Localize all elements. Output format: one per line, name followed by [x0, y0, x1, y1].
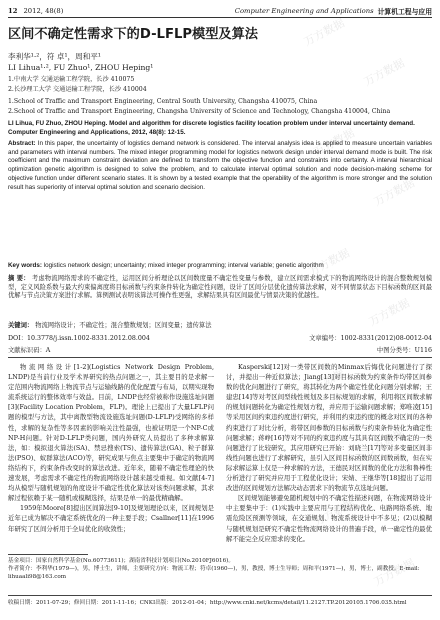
page-number: 12 — [8, 6, 18, 15]
doi: DOI：10.3778/j.issn.1002-8331.2012.08.004 — [8, 335, 150, 342]
article-number: 文章编号：1002-8331(2012)08-0012-04 — [309, 335, 432, 342]
watermark-text: 万方数据 — [362, 427, 407, 459]
footnote-divider — [8, 554, 88, 555]
document-code: 文献标识码：A — [8, 347, 51, 354]
article-title: 区间不确定性需求下的D-LFLP模型及算法 — [8, 27, 258, 42]
divider — [8, 357, 432, 358]
keywords-text: logistics network design; uncertainty; mixed integer programming; interval variable; genetic algorithm — [43, 262, 324, 269]
zhaiyao-label: 摘 要： — [8, 275, 30, 282]
watermark-text: 万方数据 — [372, 557, 417, 589]
watermark-text: 万方数据 — [362, 57, 407, 89]
abstract-cn — [8, 275, 432, 301]
body-paragraph: 物流网络设计[1-2](Logistics Network Design Problem, LNDP)是当前行业及学术界研究的热点问题之一，其主要目的是求解一定范围内物流网络上物流节点与运输线路的优化配置与布局，以期实现物流系统运行的整体效率与效益。目前，LNDP也经常被称作设施选址问题[3](Facility Location Problem，FLP)。理论上已提出了大量LFLP问题的模型与方法，其中离散型物流设施选址问题(D-LFLP)受网络的多样性，求解的复杂性等多因素的影响关注性最强，也被证明是一个NP-C或NP-H问题。针对D-LFLP类问题，国内外研究人员提出了多种求解算法，如：模拟退火算法(SA)、禁忌搜索(TS)、遗传算法(GA)、粒子群算法(PSO)、蚁群算法(ACO)等，研究成果与焦点主要集中于确定的物流网络结构下，约束条件改变时的算法改进。近年来，随着不确定性理论的快速发展，考虑需求不确定性的物流网络设计越来越受重视。如文献[4-7]均从模型与随机规划的角度设计不确定性优化算法对该类问题求解，其求解过程依赖于某一随机或模糊选择，结果是单一的最优精确解。 — [8, 363, 214, 503]
journal-name-en: Computer Engineering and Applications — [234, 6, 374, 15]
affiliation: 1.中南大学 交通运输工程学院，长沙 410075 — [8, 76, 135, 83]
clc-number: 中图分类号：U116 — [376, 347, 432, 354]
watermark-text: 万方数据 — [372, 177, 417, 209]
affiliation: 2.School of Traffic and Transport Engineering, Changsha University of Science and Technology, Changsha 410004, China — [8, 108, 391, 115]
body-paragraph: Kasperski[12]对一类带区间数的Minmax后悔优化问题进行了探讨，并提出一种近似算法；Jiang[13]对目标函数为约束条件均带区间参数的优化问题进行了研究，将其转化为两个确定性优化问题分别求解；王建忠[14]等对考区间型线性规划及多目标规划的求解，利用将区间数求解的规划问题转化为确定性规划方程，并应用于运输问题求解；郑唯凌[15]等采用区间约束违约度进行研究，并利用约束违约度的概念对区间的各种约束进行了对比分析，将带区间参数的目标函数与约束条件转化为确定性问题求解；蒋峥[16]等对不同的约束违约度与其具有区间数不确定的一类问题进行了比较研究，其应用研究已开始：刘晓兰[17]等对多变量区间非线性问题也进行了求解研究，虽引入区间目标函数的区间数函数，但在实际求解运算上仅是一种求解的方法，王德民对区间数的优化方法和鲁棒性分析进行了研究并应用于工程优化设计；宋婧、王继华等[18]提出了运用改进的区间规划方法解决动态需求下的物流节点选址问题。 — [226, 363, 432, 493]
body-paragraph: 区间规划能够避免随机规划中的不确定性描述问题，在物流网络设计中主要集中于：(1)实践中主要应用与工程结构优化、电路网络系统、地震危险区预测等领域，在交通规划、物流系统设计中不多见；(2)以模糊与随机规划是研究不确定性物流网络设计的普遍手段，单一确定性的最优解不能完全反应需求的变化。 — [226, 494, 432, 543]
watermark-text: 万方数据 — [302, 17, 347, 49]
abstract-en — [8, 140, 432, 192]
watermark-text: 万方数据 — [307, 247, 352, 279]
footnote-dates: 收稿日期：2011-07-29；修回日期：2011-11-16；CNKI出版：2012-01-04；http://www.cnki.net/kcms/detail/11.2127.TP.20120105.1706.035.html — [8, 600, 407, 606]
keywords-label: Key words: — [8, 262, 42, 269]
affiliation: 1.School of Traffic and Transport Engineering, Central South University, Changsha 410075, China — [8, 98, 318, 105]
zhaiyao-text: 考虑物流网络需求的不确定性，运用区间分析理论以区间数度量不确定性变量与参数，建立区间需求模式下的物流网络设计的混合整数规划模型，定义风险系数与最大约束偏离度将目标函数与约束条件转化为确定性问题，设计了区间分层优化遗传算法求解，对不同情景状态下目标函数的区间最优解与节点决策方案进行求解。算例测试表明该算法可操作性更强，求解结果具有区间最优与情景决策的优越性。 — [8, 275, 432, 300]
watermark-text: 万方数据 — [367, 297, 412, 329]
affiliation: 2.长沙理工大学 交通运输工程学院，长沙 410004 — [8, 86, 147, 93]
body-paragraph: 1959年Moore[8]提出区间算法[9-10]及规划理论以来，区间规划是近年已成为解决不确定系统优化的一种主要手段；Csallner[11]在1996年研究了区间分析用于全局优化的收敛性； — [8, 504, 214, 533]
watermark-text: 万方数据 — [312, 127, 357, 159]
divider — [8, 595, 432, 596]
watermark-text: 万方数据 — [312, 497, 357, 529]
citation: LI Lihua, FU Zhuo, ZHOU Heping. Model and algorithm for discrete logistics facility location problem under interval uncertainty demand. Computer Engineering and Applications, 2012, 48(8): 12-15. — [8, 120, 415, 136]
authors-cn: 李利华¹·²，符 卓¹，周和平¹ — [8, 52, 101, 61]
body-column-right — [226, 362, 432, 544]
keywords-cn — [8, 320, 432, 329]
journal-name-cn: 计算机工程与应用 — [377, 7, 432, 16]
footnote-funding: 基金项目：国家自然科学基金(No.60773611)；湖南省科技计划项目(No.2010FJ6016)。 — [8, 558, 234, 564]
kw-cn-text: 物流网络设计；不确定性；混合整数规划；区间变量；遗传算法 — [35, 322, 212, 329]
footnote-author: 作者简介：李利华(1979—)，男，博士生，讲师，主要研究方向：物流工程；符卓(1960—)，男，教授，博士生导师；周和平(1971—)，男，博士，副教授。E-mail: lihuaali98@163.com — [8, 566, 420, 581]
watermark-text: 万方数据 — [302, 367, 347, 399]
kw-cn-label: 关键词： — [8, 322, 34, 329]
running-header — [8, 4, 432, 18]
issue-info: 2012, 48(8) — [23, 6, 64, 15]
abstract-label: Abstract: — [8, 140, 36, 147]
meta-row — [8, 345, 432, 354]
authors-en: LI Lihua¹·², FU Zhuo¹, ZHOU Heping¹ — [8, 63, 154, 72]
meta-row — [8, 333, 432, 342]
body-column-left — [8, 362, 214, 534]
abstract-text: In this paper, the uncertainty of logistics demand network is considered. The interval analysis idea is applied to measure uncertain variables and parameters with interval numbers. The mixed integer programming model for logistics network design under interval demand mode is built. The risk coefficient and the maximum constraint deviation are defined to transform the objective function and constraints into certainty. A interval hierarchical optimization genetic algorithm is designed to solve the problem, and to calculate interval optimal solution and node decision-making scheme for objective function under different scenario states. It is shown by a tested example that the operability of the algorithm is more stronger and the solution result has superiority of interval optimal solution and scenario decision. — [8, 140, 432, 191]
keywords-en — [8, 262, 432, 271]
